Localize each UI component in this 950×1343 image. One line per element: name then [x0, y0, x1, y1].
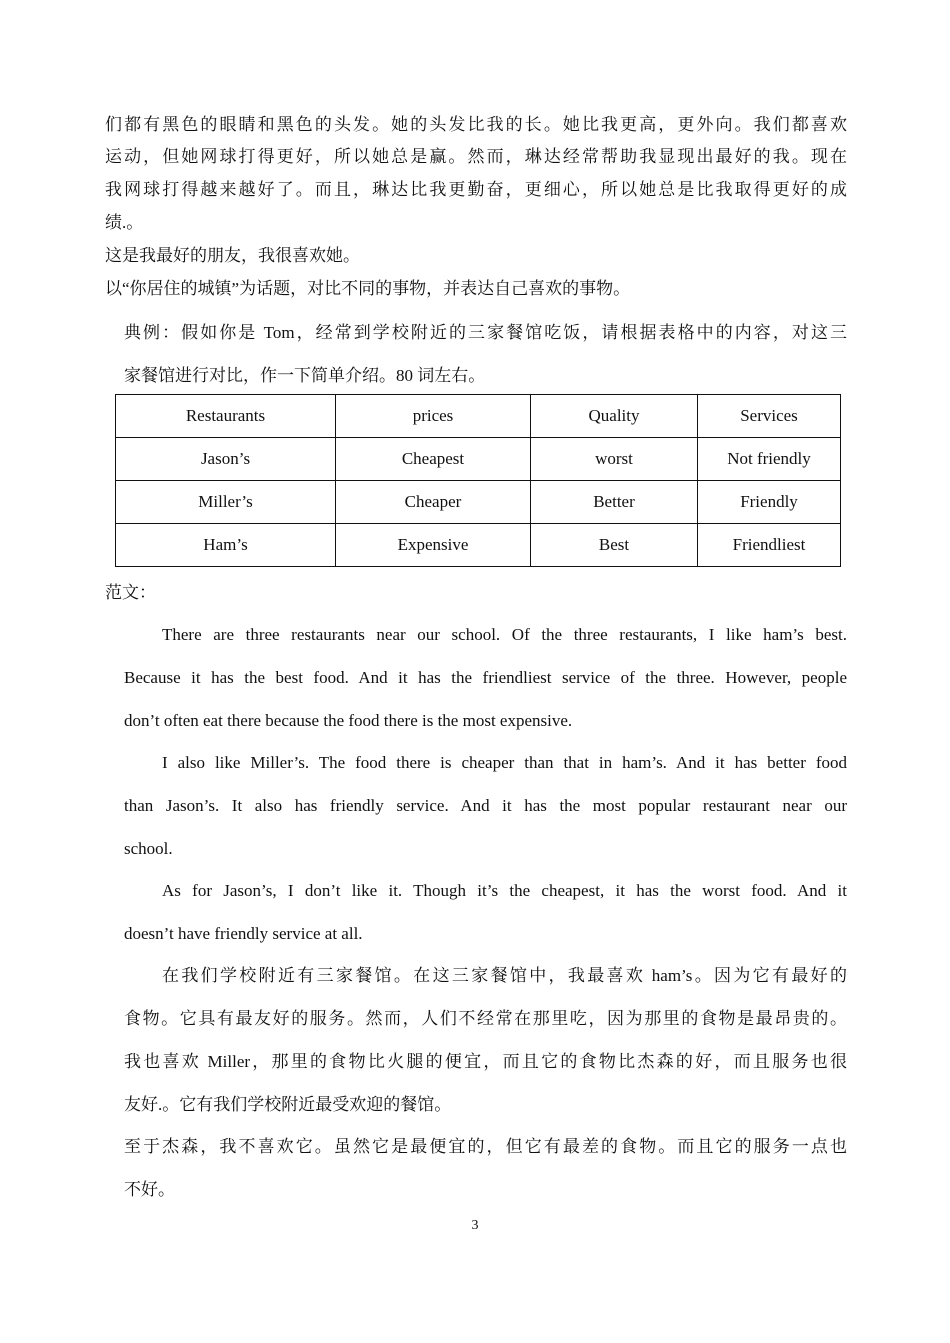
- translation-line: 食物。它具有最友好的服务。然而，人们不经常在那里吃，因为那里的食物是最昂贵的。: [124, 1009, 847, 1028]
- translation-line: 我也喜欢 Miller，那里的食物比火腿的便宜，而且它的食物比杰森的好，而且服务也很: [124, 1052, 847, 1071]
- table-cell: Better: [531, 481, 698, 524]
- table-header-cell: Services: [698, 395, 841, 438]
- essay-line: There are three restaurants near our school. Of the three restaurants, I like ham’s best.: [162, 625, 847, 644]
- essay-line: Because it has the best food. And it has the friendliest service of the three. However, people: [124, 668, 847, 687]
- essay-line: As for Jason’s, I don’t like it. Though it’s the cheapest, it has the worst food. And it: [162, 881, 847, 900]
- table-row: [116, 438, 841, 481]
- table-header-cell: Restaurants: [116, 395, 336, 438]
- essay-line: school.: [124, 839, 173, 858]
- table-row: [116, 524, 841, 567]
- example-line-2: 家餐馆进行对比，作一下简单介绍。80 词左右。: [124, 366, 486, 385]
- example-line-1: 典例：假如你是 Tom，经常到学校附近的三家餐馆吃饭，请根据表格中的内容，对这三: [124, 323, 847, 342]
- intro-line-1: 们都有黑色的眼睛和黑色的头发。她的头发比我的长。她比我更高，更外向。我们都喜欢: [105, 115, 847, 134]
- table-cell: Friendliest: [698, 524, 841, 567]
- table-header-cell: Quality: [531, 395, 698, 438]
- translation-line: 在我们学校附近有三家餐馆。在这三家餐馆中，我最喜欢 ham’s。因为它有最好的: [162, 966, 847, 985]
- translation-line: 不好。: [124, 1180, 175, 1199]
- page-number: 3: [471, 1218, 479, 1233]
- table-cell: Cheapest: [336, 438, 531, 481]
- intro-line-5: 这是我最好的朋友，我很喜欢她。: [105, 246, 360, 265]
- table-header-row: [116, 395, 841, 438]
- essay-line: don’t often eat there because the food there is the most expensive.: [124, 711, 573, 730]
- translation-line: 至于杰森，我不喜欢它。虽然它是最便宜的，但它有最差的食物。而且它的服务一点也: [124, 1137, 847, 1156]
- table-cell: Not friendly: [698, 438, 841, 481]
- table-cell: Cheaper: [336, 481, 531, 524]
- translation-line: 友好.。它有我们学校附近最受欢迎的餐馆。: [124, 1095, 452, 1114]
- intro-line-4: 绩.。: [105, 213, 144, 232]
- table-cell: Expensive: [336, 524, 531, 567]
- table-cell: Best: [531, 524, 698, 567]
- intro-line-2: 运动，但她网球打得更好，所以她总是赢。然而，琳达经常帮助我显现出最好的我。现在: [105, 147, 847, 166]
- table-cell: Miller’s: [116, 481, 336, 524]
- table-header-cell: prices: [336, 395, 531, 438]
- essay-label: 范文：: [105, 583, 156, 602]
- essay-line: doesn’t have friendly service at all.: [124, 924, 363, 943]
- topic-line: 以“你居住的城镇”为话题，对比不同的事物，并表达自己喜欢的事物。: [105, 279, 631, 298]
- intro-line-3: 我网球打得越来越好了。而且，琳达比我更勤奋，更细心，所以她总是比我取得更好的成: [105, 180, 847, 199]
- table-cell: Ham’s: [116, 524, 336, 567]
- table-cell: Jason’s: [116, 438, 336, 481]
- essay-line: than Jason’s. It also has friendly service. And it has the most popular restaurant near our: [124, 796, 847, 815]
- table-cell: worst: [531, 438, 698, 481]
- essay-line: I also like Miller’s. The food there is cheaper than that in ham’s. And it has better food: [162, 753, 847, 772]
- table-row: [116, 481, 841, 524]
- restaurant-comparison-table: [115, 394, 841, 567]
- table-cell: Friendly: [698, 481, 841, 524]
